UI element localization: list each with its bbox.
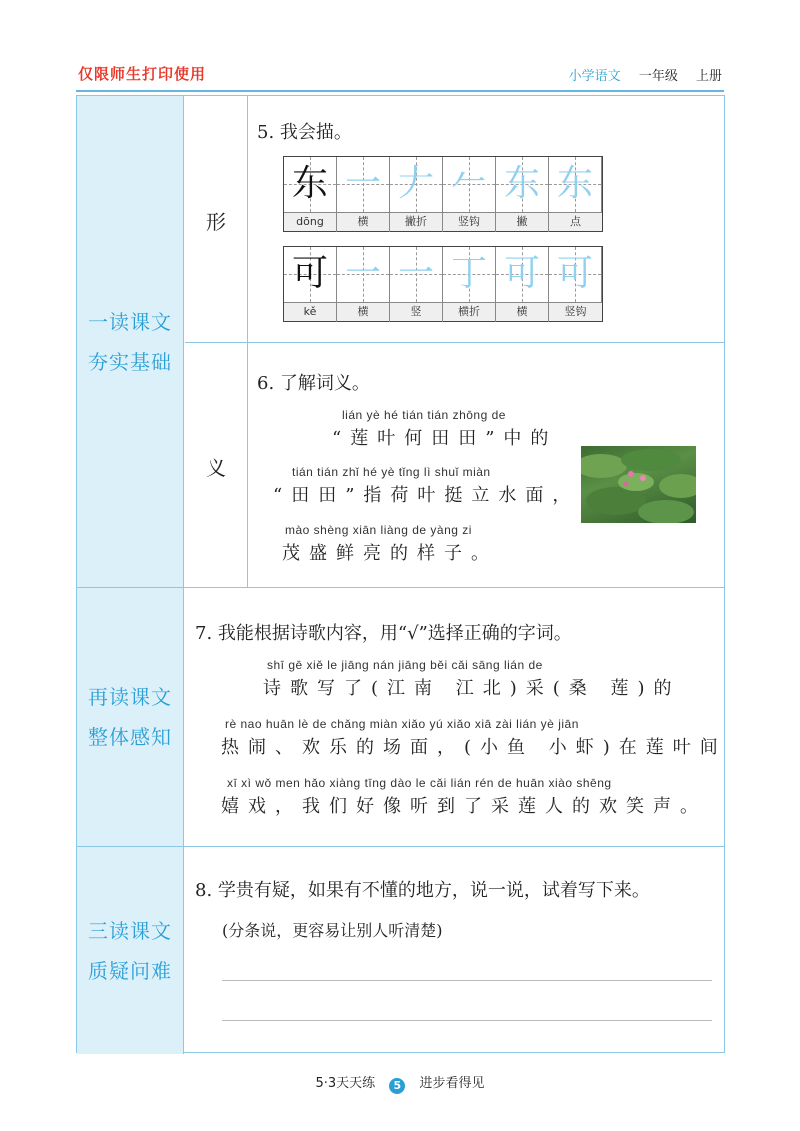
stroke-name: 竖 bbox=[390, 303, 443, 322]
q7-pinyin-2: rè nao huān lè de chǎng miàn xiǎo yú xiǎo xiā zài lián yè jiān bbox=[225, 717, 579, 731]
section-one-line1: 一读课文 bbox=[88, 309, 172, 334]
section-one-label bbox=[77, 96, 184, 587]
stroke-name: 竖钩 bbox=[443, 213, 496, 232]
section-three-label bbox=[77, 847, 184, 1054]
footer-brand: 5·3天天练 bbox=[315, 1076, 376, 1091]
pinyin-label: kě bbox=[284, 303, 337, 322]
model-char: 东 bbox=[291, 163, 328, 204]
stroke-name: 撇折 bbox=[390, 213, 443, 232]
q6-pinyin-1: lián yè hé tián tián zhōng de bbox=[342, 408, 506, 422]
trace-step[interactable]: 东 bbox=[503, 163, 540, 204]
grade-label: 一年级 bbox=[638, 69, 678, 84]
lotus-photo bbox=[581, 446, 696, 523]
footer-slogan: 进步看得见 bbox=[419, 1076, 485, 1091]
category-meaning: 义 bbox=[206, 456, 226, 480]
trace-step[interactable]: 可 bbox=[556, 253, 593, 294]
q6-title: 6. 了解词义。 bbox=[257, 373, 370, 394]
trace-grid-ke bbox=[283, 246, 603, 322]
trace-step[interactable]: 东 bbox=[556, 163, 593, 204]
worksheet-table bbox=[76, 95, 725, 1053]
trace-step[interactable]: 𠂉 bbox=[450, 163, 487, 204]
trace-step[interactable]: 可 bbox=[503, 253, 540, 294]
trace-step[interactable]: 一 bbox=[397, 253, 434, 294]
section-two-line1: 再读课文 bbox=[88, 685, 172, 709]
footer bbox=[0, 1072, 800, 1094]
trace-step[interactable]: 一 bbox=[344, 253, 381, 294]
section-two-line2: 整体感知 bbox=[88, 725, 172, 749]
q6-pinyin-3: mào shèng xiān liàng de yàng zi bbox=[285, 523, 472, 537]
stroke-name: 横折 bbox=[443, 303, 496, 322]
stroke-name: 横 bbox=[337, 303, 390, 322]
stroke-name: 横 bbox=[337, 213, 390, 232]
q7-text-2: 热闹、欢乐的场面，(小鱼 小虾)在莲叶间 bbox=[221, 737, 727, 758]
section-two-label bbox=[77, 588, 184, 846]
q6-pinyin-2: tián tián zhǐ hé yè tǐng lì shuǐ miàn bbox=[292, 465, 491, 479]
q6-text-3: 茂盛鲜亮的样子。 bbox=[282, 543, 498, 564]
model-char: 可 bbox=[291, 253, 328, 294]
volume-label: 上册 bbox=[695, 69, 722, 84]
trace-step[interactable]: 𠂇 bbox=[397, 163, 434, 204]
q7-pinyin-1: shī gē xiě le jiāng nán jiāng běi cǎi sāng lián de bbox=[267, 658, 543, 672]
q7-text-1: 诗歌写了(江南 江北)采(桑 莲)的 bbox=[263, 678, 681, 699]
q6-text-2: “田田”指荷叶挺立水面， bbox=[273, 485, 580, 506]
stroke-name: 撇 bbox=[496, 213, 549, 232]
stroke-name: 竖钩 bbox=[564, 305, 587, 318]
q7-text-3: 嬉戏，我们好像听到了采莲人的欢笑声。 bbox=[221, 796, 707, 817]
row-divider bbox=[185, 342, 724, 343]
q7-pinyin-3: xī xì wǒ men hǎo xiàng tīng dào le cǎi lián rén de huān xiào shēng bbox=[227, 776, 612, 790]
trace-step[interactable]: 一 bbox=[344, 163, 381, 204]
answer-line-1[interactable] bbox=[222, 980, 712, 981]
trace-grid-dong bbox=[283, 156, 603, 232]
stroke-name: 点 bbox=[570, 215, 581, 228]
header-divider bbox=[76, 90, 724, 92]
print-notice: 仅限师生打印使用 bbox=[78, 65, 207, 83]
q6-text-1: “莲叶何田田”中的 bbox=[332, 428, 558, 449]
section-three-line1: 三读课文 bbox=[88, 918, 172, 943]
section-one-line2: 夯实基础 bbox=[88, 349, 172, 374]
pinyin-label: dōng bbox=[284, 213, 337, 232]
subject-label: 小学语文 bbox=[568, 69, 621, 84]
page-number: 5 bbox=[389, 1078, 405, 1094]
q8-hint: (分条说，更容易让别人听清楚) bbox=[222, 921, 443, 940]
q8-title: 8. 学贵有疑，如果有不懂的地方，说一说，试着写下来。 bbox=[195, 880, 650, 901]
book-info bbox=[569, 65, 722, 84]
section-three-line2: 质疑问难 bbox=[88, 958, 172, 983]
trace-step[interactable]: 丁 bbox=[450, 253, 487, 294]
q7-title: 7. 我能根据诗歌内容，用“√”选择正确的字词。 bbox=[195, 623, 572, 644]
q5-title: 5. 我会描。 bbox=[257, 122, 352, 143]
answer-line-2[interactable] bbox=[222, 1020, 712, 1021]
category-shape: 形 bbox=[206, 210, 226, 234]
stroke-name: 横 bbox=[496, 303, 549, 322]
